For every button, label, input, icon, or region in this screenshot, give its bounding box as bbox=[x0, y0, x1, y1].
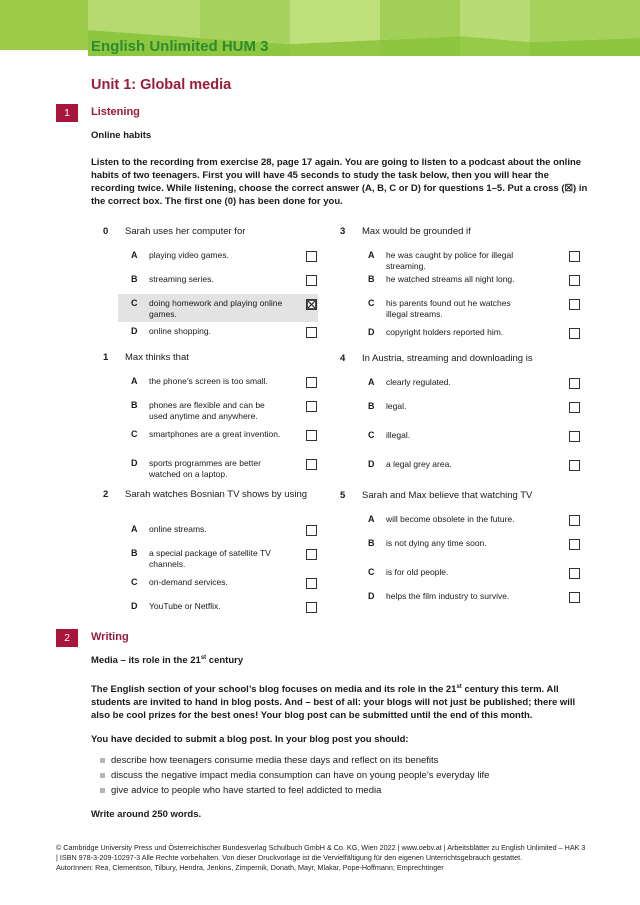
answer-option-d bbox=[103, 454, 348, 483]
option-text: legal. bbox=[386, 401, 407, 411]
option-text: online streams. bbox=[149, 524, 207, 534]
bullet-item: describe how teenagers consume media these days and reflect on its benefits bbox=[100, 753, 489, 768]
answer-checkbox[interactable] bbox=[569, 431, 580, 442]
question-number: 0 bbox=[103, 226, 109, 237]
answer-checkbox[interactable] bbox=[569, 592, 580, 603]
option-letter: A bbox=[368, 377, 375, 387]
answer-checkbox[interactable] bbox=[569, 515, 580, 526]
question-stem bbox=[103, 224, 348, 246]
option-letter: D bbox=[368, 591, 375, 601]
question-text: Sarah watches Bosnian TV shows by using bbox=[125, 489, 308, 500]
footer-authors: AutorInnen: Rea, Clementson, Tilbury, Hendra, Jenkins, Zimpernik, Donath, Mayr, Mlakar, Pope-Hoffmann; Emprechtinger bbox=[56, 863, 444, 872]
answer-checkbox[interactable] bbox=[569, 251, 580, 262]
writing-prompt: The English section of your school’s blog focuses on media and its role in the 21st century this term. All students are invited to hand in blog posts. And – best of all: your blogs will not just be published; there will also be cool prizes for the best ones! Your blog post can be submitted until the end of this month. bbox=[91, 684, 576, 722]
question-4 bbox=[340, 351, 585, 484]
writing-bullet-list bbox=[100, 753, 489, 798]
option-text: he was caught by police for illegal streaming. bbox=[386, 250, 514, 271]
writing-subtitle: Media – its role in the 21st century bbox=[91, 655, 244, 667]
option-text: is not dying any time soon. bbox=[386, 538, 487, 548]
question-stem bbox=[340, 351, 585, 373]
answer-option-b bbox=[103, 270, 348, 294]
answer-option-c bbox=[340, 563, 585, 587]
answer-checkbox[interactable] bbox=[306, 578, 317, 589]
answer-checkbox[interactable] bbox=[569, 460, 580, 471]
answer-option-c bbox=[118, 294, 318, 322]
option-letter: B bbox=[131, 274, 138, 284]
option-text: helps the film industry to survive. bbox=[386, 591, 510, 601]
answer-checkbox[interactable] bbox=[306, 401, 317, 412]
answer-option-c bbox=[340, 426, 585, 455]
cross-mark-icon bbox=[307, 300, 316, 309]
option-text: illegal. bbox=[386, 430, 411, 440]
option-text: he watched streams all night long. bbox=[386, 274, 515, 284]
option-text: is for old people. bbox=[386, 567, 449, 577]
answer-checkbox[interactable] bbox=[306, 430, 317, 441]
answer-checkbox[interactable] bbox=[306, 251, 317, 262]
option-text: will become obsolete in the future. bbox=[386, 514, 515, 524]
option-text: playing video games. bbox=[149, 250, 229, 260]
question-5 bbox=[340, 488, 585, 611]
answer-option-a bbox=[103, 246, 348, 270]
answer-option-a bbox=[340, 373, 585, 397]
section-title-listening: Listening bbox=[91, 106, 140, 118]
answer-option-b bbox=[340, 270, 585, 294]
question-3 bbox=[340, 224, 585, 347]
option-letter: D bbox=[131, 458, 138, 468]
answer-checkbox[interactable] bbox=[306, 327, 317, 338]
section-title-writing: Writing bbox=[91, 631, 129, 643]
answer-option-a bbox=[340, 510, 585, 534]
unit-title: Unit 1: Global media bbox=[91, 77, 232, 93]
answer-option-c bbox=[103, 573, 348, 597]
answer-option-a bbox=[103, 520, 348, 544]
option-letter: B bbox=[368, 274, 375, 284]
option-letter: C bbox=[368, 430, 375, 440]
option-letter: B bbox=[368, 538, 375, 548]
answer-checkbox[interactable] bbox=[569, 568, 580, 579]
option-text: clearly regulated. bbox=[386, 377, 451, 387]
answer-checkbox[interactable] bbox=[569, 539, 580, 550]
answer-option-c bbox=[103, 425, 348, 454]
question-2 bbox=[103, 487, 348, 621]
listening-instructions: Listen to the recording from exercise 28, page 17 again. You are going to listen to a podcast about the online habits of two teenagers. First you will have 45 seconds to study the task below, then you will hear the recording twice. While listening, choose the correct answer (A, B, C or D) for questions 1–5. Put a cross (☒) in the correct box. The first one (0) has been done for you. bbox=[91, 157, 588, 207]
bullet-square-icon bbox=[100, 788, 105, 793]
question-number: 3 bbox=[340, 226, 346, 237]
answer-option-b bbox=[103, 396, 348, 425]
answer-option-d bbox=[340, 323, 585, 347]
question-text: Max thinks that bbox=[125, 352, 189, 363]
question-number: 4 bbox=[340, 353, 346, 364]
answer-checkbox[interactable] bbox=[306, 377, 317, 388]
answer-checkbox[interactable] bbox=[569, 328, 580, 339]
footer-copyright: © Cambridge University Press und Österreichischer Bundesverlag Schulbuch GmbH & Co. KG, Wien 2022 | www.oebv.at | Arbeitsblätter zu English Unlimited – HAK 3 | ISBN 978-3-209-10297-3 Alle Rechte vorbehalten. Von dieser Druckvorlage ist die Vervielfältigung für den eigenen Unterrichtsgebrauch gestattet. bbox=[56, 843, 586, 862]
answer-checkbox[interactable] bbox=[306, 299, 317, 310]
bullet-item: discuss the negative impact media consumption can have on young people’s everyday life bbox=[100, 768, 489, 783]
option-letter: C bbox=[368, 298, 375, 308]
answer-option-c bbox=[340, 294, 585, 323]
question-1 bbox=[103, 350, 348, 483]
option-text: doing homework and playing online games. bbox=[149, 298, 283, 319]
option-letter: D bbox=[131, 326, 138, 336]
option-text: his parents found out he watches illegal streams. bbox=[386, 298, 511, 319]
option-text: the phone’s screen is too small. bbox=[149, 376, 268, 386]
answer-option-b bbox=[340, 397, 585, 426]
question-column-right bbox=[340, 224, 585, 615]
option-letter: A bbox=[131, 250, 138, 260]
option-text: sports programmes are better watched on a laptop. bbox=[149, 458, 261, 479]
answer-checkbox[interactable] bbox=[569, 378, 580, 389]
question-text: Sarah and Max believe that watching TV bbox=[362, 490, 533, 501]
option-text: on-demand services. bbox=[149, 577, 228, 587]
question-0 bbox=[103, 224, 348, 346]
option-text: a special package of satellite TV channels. bbox=[149, 548, 271, 569]
bullet-square-icon bbox=[100, 773, 105, 778]
option-text: smartphones are a great invention. bbox=[149, 429, 281, 439]
answer-checkbox[interactable] bbox=[306, 275, 317, 286]
answer-checkbox[interactable] bbox=[306, 602, 317, 613]
section-number-2: 2 bbox=[56, 629, 78, 647]
option-letter: C bbox=[368, 567, 375, 577]
option-letter: B bbox=[131, 548, 138, 558]
option-text: phones are flexible and can be used anytime and anywhere. bbox=[149, 400, 265, 421]
option-letter: A bbox=[131, 376, 138, 386]
answer-option-b bbox=[340, 534, 585, 563]
option-text: streaming series. bbox=[149, 274, 214, 284]
answer-option-d bbox=[103, 597, 348, 621]
option-letter: C bbox=[131, 577, 138, 587]
bullet-item: give advice to people who have started to feel addicted to media bbox=[100, 783, 489, 798]
bullet-square-icon bbox=[100, 758, 105, 763]
option-letter: B bbox=[368, 401, 375, 411]
question-stem bbox=[103, 350, 348, 372]
answer-option-b bbox=[103, 544, 348, 573]
option-letter: C bbox=[131, 429, 138, 439]
question-number: 2 bbox=[103, 489, 109, 500]
footer bbox=[56, 843, 586, 873]
option-letter: C bbox=[131, 298, 138, 308]
question-stem bbox=[103, 487, 348, 520]
question-stem bbox=[340, 224, 585, 246]
question-text: Sarah uses her computer for bbox=[125, 226, 246, 237]
option-text: copyright holders reported him. bbox=[386, 327, 504, 337]
option-text: a legal grey area. bbox=[386, 459, 452, 469]
answer-option-d bbox=[340, 587, 585, 611]
question-number: 1 bbox=[103, 352, 109, 363]
question-text: Max would be grounded if bbox=[362, 226, 471, 237]
word-count-instruction: Write around 250 words. bbox=[91, 809, 202, 820]
option-letter: D bbox=[131, 601, 138, 611]
option-letter: A bbox=[368, 514, 375, 524]
answer-option-a bbox=[103, 372, 348, 396]
option-letter: A bbox=[368, 250, 375, 260]
option-letter: D bbox=[368, 327, 375, 337]
question-text: In Austria, streaming and downloading is bbox=[362, 353, 533, 364]
answer-checkbox[interactable] bbox=[306, 459, 317, 470]
listening-subtitle: Online habits bbox=[91, 130, 152, 141]
answer-checkbox[interactable] bbox=[569, 402, 580, 413]
option-text: YouTube or Netflix. bbox=[149, 601, 221, 611]
answer-option-d bbox=[340, 455, 585, 484]
option-letter: B bbox=[131, 400, 138, 410]
answer-checkbox[interactable] bbox=[306, 525, 317, 536]
answer-option-d bbox=[103, 322, 348, 346]
answer-checkbox[interactable] bbox=[569, 275, 580, 286]
answer-checkbox[interactable] bbox=[569, 299, 580, 310]
question-stem bbox=[340, 488, 585, 510]
option-letter: A bbox=[131, 524, 138, 534]
question-number: 5 bbox=[340, 490, 346, 501]
writing-task-intro: You have decided to submit a blog post. In your blog post you should: bbox=[91, 734, 409, 745]
brand-title: English Unlimited HUM 3 bbox=[91, 38, 269, 55]
option-text: online shopping. bbox=[149, 326, 211, 336]
answer-checkbox[interactable] bbox=[306, 549, 317, 560]
question-column-left bbox=[103, 224, 348, 625]
section-number-1: 1 bbox=[56, 104, 78, 122]
answer-option-a bbox=[340, 246, 585, 270]
option-letter: D bbox=[368, 459, 375, 469]
